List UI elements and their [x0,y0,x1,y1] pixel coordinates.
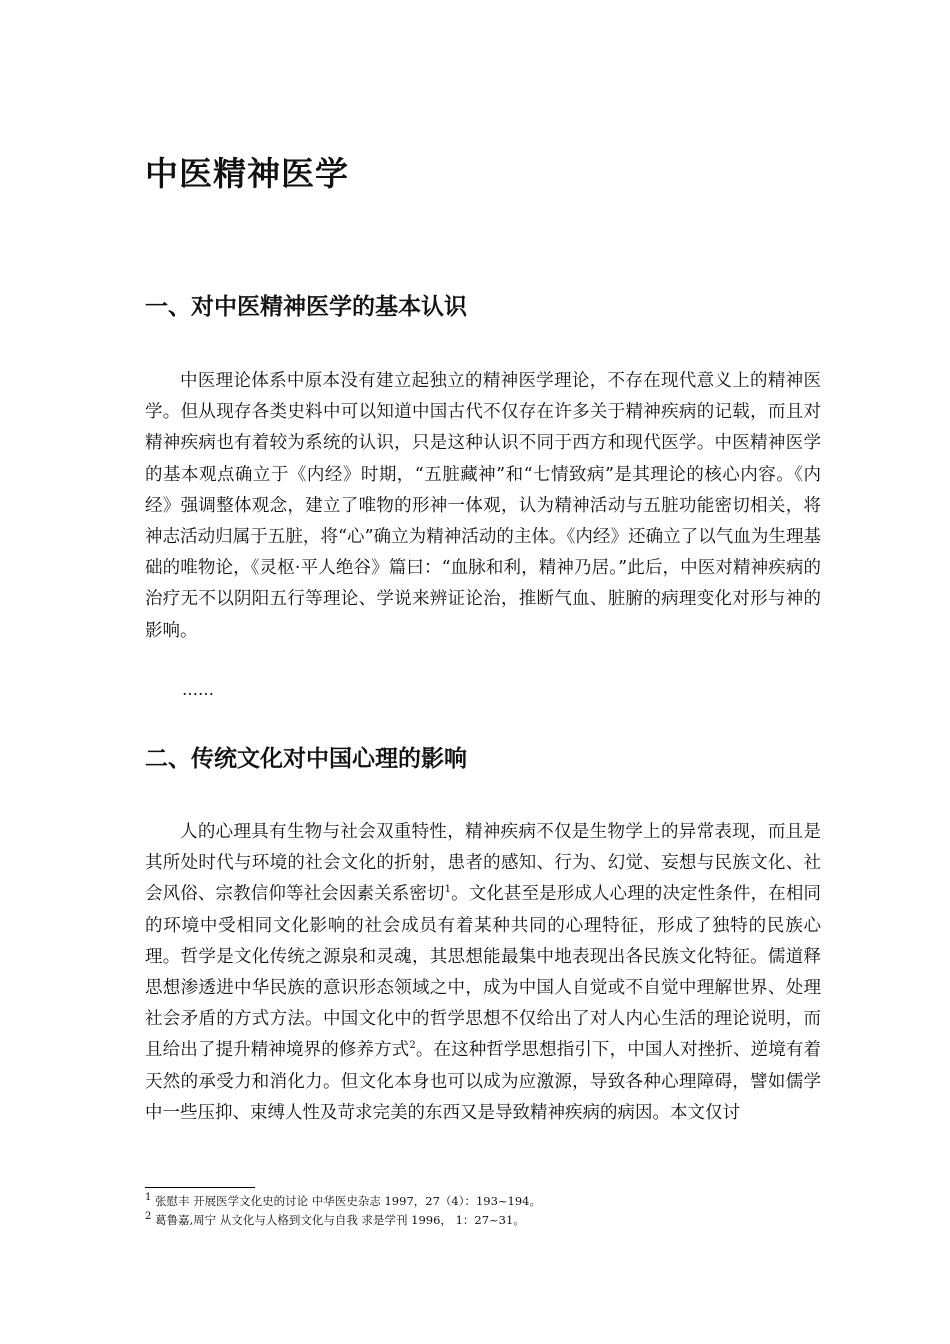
section-2-text-part1: 人的心理具有生物与社会双重特性，精神疾病不仅是生物学上的异常表现，而且是其所处时代与环境的社会文化的折射，患者的感知、行为、幻觉、妄想与民族文化、社会风俗、宗教信仰等社会因素关系密切 [145,822,821,905]
footnote-2-mark: 2 [145,1211,152,1223]
section-2-paragraph [145,817,821,1129]
section-2-text-part2: 。文化甚至是形成人心理的决定性条件，在相同的环境中受相同文化影响的社会成员有着某种共同的心理特征，形成了独特的民族心理。哲学是文化传统之源泉和灵魂，其思想能最集中地表现出各民族文化特征。儒道释思想渗透进中华民族的意识形态领域之中，成为中国人自觉或不自觉中理解世界、处理社会矛盾的方式方法。中国文化中的哲学思想不仅给出了对人内心生活的理论说明，而且给出了提升精神境界的修养方式 [145,884,822,1061]
footnote-ref-2[interactable]: 2 [409,1040,416,1052]
section-2-heading: 二、传统文化对中国心理的影响 [145,746,467,772]
footnote-separator [145,1187,255,1188]
footnote-1-text: 张慰丰 开展医学文化史的讨论 中华医史杂志 1997，27（4）：193~194。 [151,1194,541,1208]
section-1-heading: 一、对中医精神医学的基本认识 [145,294,467,320]
footnote-1 [145,1193,541,1209]
document-title: 中医精神医学 [145,154,349,193]
footnote-1-mark: 1 [145,1192,152,1204]
section-2-text-part3: 。在这种哲学思想指引下，中国人对挫折、逆境有着天然的承受力和消化力。但文化本身也可以成为应激源，导致各种心理障碍，譬如儒学中一些压抑、束缚人性及苛求完美的东西又是导致精神疾病的病因。本文仅讨 [145,1040,822,1123]
footnote-2-text: 葛鲁嘉,周宁 从文化与人格到文化与自我 求是学刊 1996， 1：27~31。 [151,1213,525,1227]
footnote-ref-1[interactable]: 1 [444,884,451,896]
section-1-paragraph: 中医理论体系中原本没有建立起独立的精神医学理论，不存在现代意义上的精神医学。但从现存各类史料中可以知道中国古代不仅存在许多关于精神疾病的记载，而且对精神疾病也有着较为系统的认识，只是这种认识不同于西方和现代医学。中医精神医学的基本观点确立于《内经》时期，“五脏藏神”和“七情致病”是其理论的核心内容。《内经》强调整体观念，建立了唯物的形神一体观，认为精神活动与五脏功能密切相关，将神志活动归属于五脏，将“心”确立为精神活动的主体。《内经》还确立了以气血为生理基础的唯物论，《灵枢·平人绝谷》篇曰：“血脉和利，精神乃居。”此后，中医对精神疾病的治疗无不以阴阳五行等理论、学说来辨证论治，推断气血、脏腑的病理变化对形与神的影响。 [145,371,821,641]
footnote-2 [145,1212,525,1228]
ellipsis: …… [182,680,214,699]
